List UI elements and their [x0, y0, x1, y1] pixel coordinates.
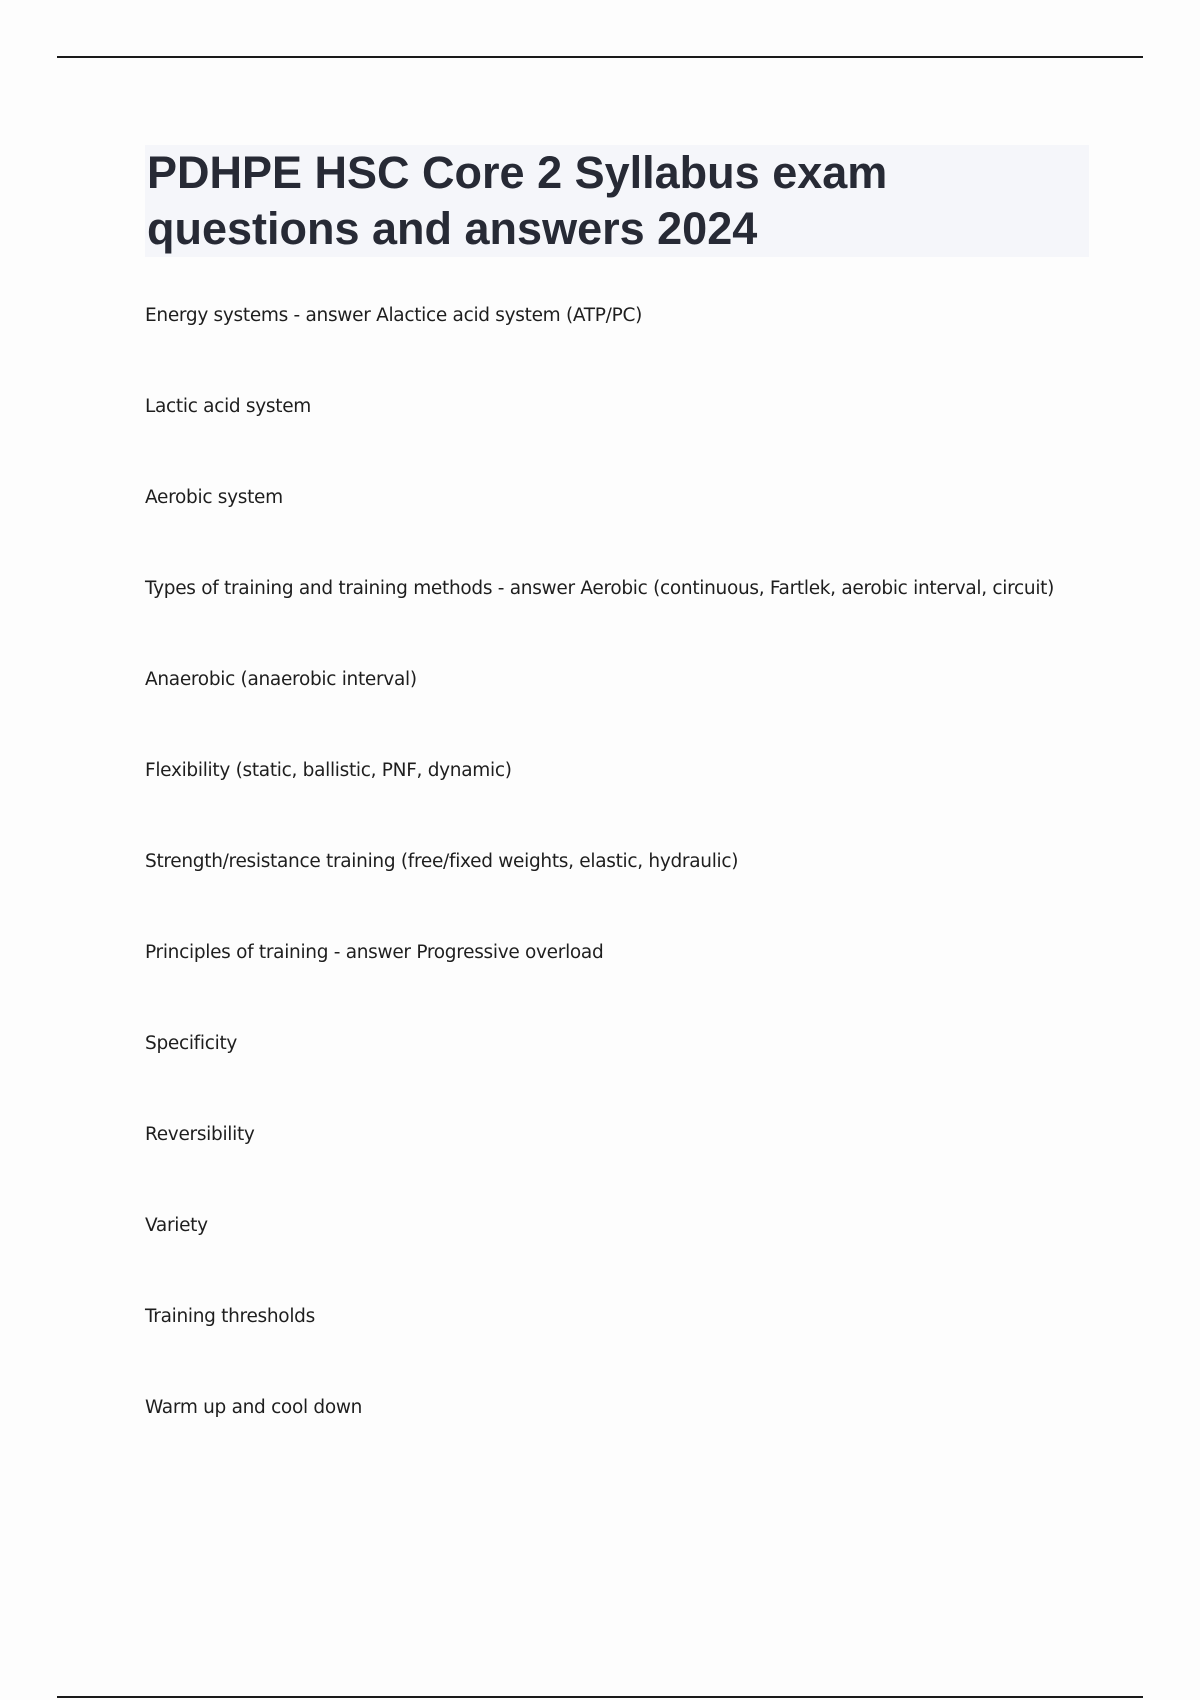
bottom-divider: [57, 1696, 1143, 1698]
list-item: Strength/resistance training (free/fixed weights, elastic, hydraulic): [145, 851, 739, 872]
qa-list: [145, 299, 1105, 1482]
list-item: Lactic acid system: [145, 396, 312, 417]
list-item: Flexibility (static, ballistic, PNF, dynamic): [145, 760, 512, 781]
title-block: [145, 145, 1089, 257]
list-item: Types of training and training methods - answer Aerobic (continuous, Fartlek, aerobic interval, circuit): [145, 578, 1055, 599]
top-divider: [57, 56, 1143, 58]
list-item: Anaerobic (anaerobic interval): [145, 669, 417, 690]
list-item: Principles of training - answer Progressive overload: [145, 942, 604, 963]
list-item: Variety: [145, 1215, 208, 1236]
list-item: Energy systems - answer Alactice acid system (ATP/PC): [145, 305, 642, 326]
list-item: Training thresholds: [145, 1306, 315, 1327]
list-item: Aerobic system: [145, 487, 283, 508]
list-item: Warm up and cool down: [145, 1397, 363, 1418]
list-item: Reversibility: [145, 1124, 255, 1145]
document-title: PDHPE HSC Core 2 Syllabus exam questions and answers 2024: [147, 147, 888, 254]
list-item: Specificity: [145, 1033, 238, 1054]
